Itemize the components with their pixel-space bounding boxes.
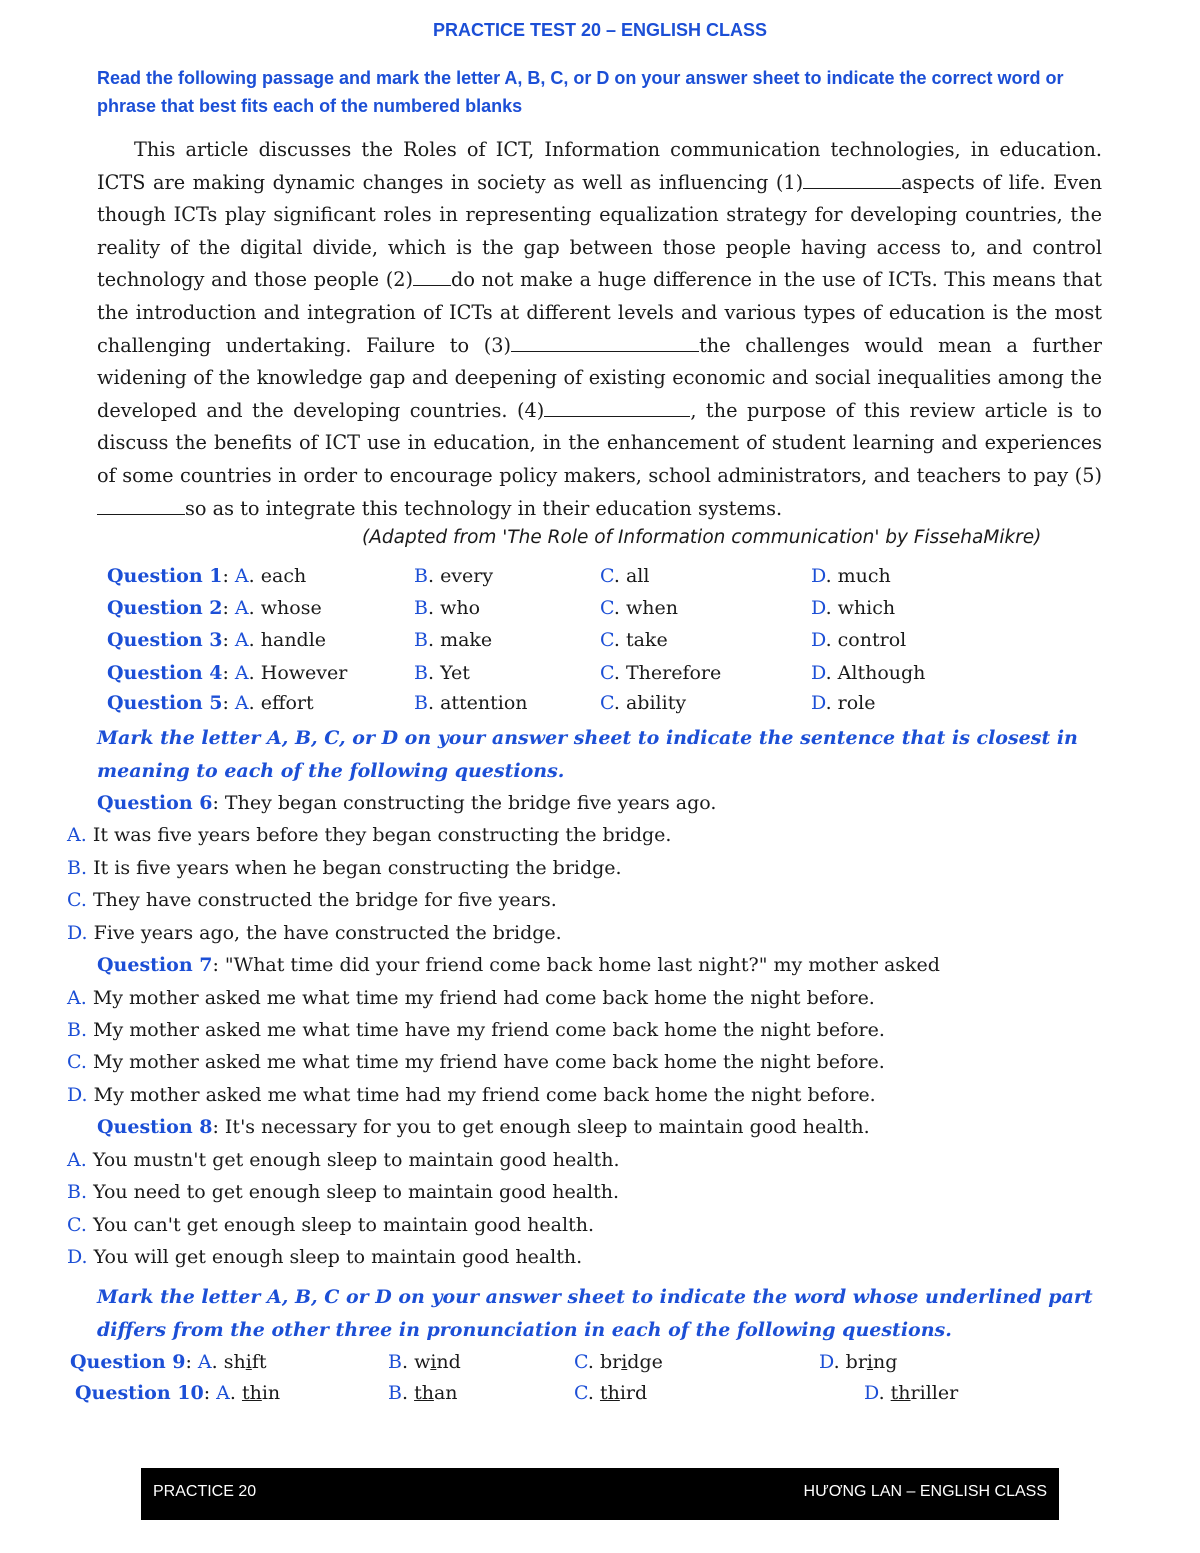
option-d[interactable]: which — [837, 597, 896, 619]
answer-option[interactable]: D. Five years ago, the have constructed the bridge. — [67, 922, 562, 944]
option-d[interactable]: control — [837, 629, 907, 651]
blank-5 — [97, 497, 185, 515]
option-d[interactable]: role — [837, 692, 876, 714]
instructions-line: meaning to each of the following questions. — [97, 760, 565, 782]
option-c[interactable]: all — [625, 565, 650, 587]
page-title: PRACTICE TEST 20 – ENGLISH CLASS — [432, 20, 768, 40]
answer-option[interactable]: C. You can't get enough sleep to maintain good health. — [67, 1214, 594, 1236]
passage-text: aspects of life. Even though ICTs play significant roles in representing equalization strategy for developing countries, the reality of the digital divide, which is the gap between those people having access to, and control technology and those people (2) — [97, 170, 1102, 292]
option-b[interactable]: wind — [414, 1351, 461, 1373]
question-stem: Question 7: "What time did your friend come back home last night?" my mother asked — [97, 954, 940, 976]
option-b[interactable]: every — [440, 565, 494, 587]
question-stem: Question 8: It's necessary for you to get enough sleep to maintain good health. — [97, 1116, 870, 1138]
option-b[interactable]: who — [440, 597, 481, 619]
blank-1 — [803, 171, 901, 189]
question-row: Question 3: A. handle B. make C. take D. control — [107, 629, 907, 651]
answer-option[interactable]: B. My mother asked me what time have my friend come back home the night before. — [67, 1019, 885, 1041]
option-c[interactable]: Therefore — [625, 662, 722, 684]
footer-left: PRACTICE 20 — [153, 1483, 257, 1500]
answer-option[interactable]: D. You will get enough sleep to maintain good health. — [67, 1246, 583, 1268]
option-c[interactable]: take — [625, 629, 668, 651]
blank-3 — [511, 334, 699, 352]
reading-passage — [97, 134, 1102, 525]
answer-option[interactable]: A. You mustn't get enough sleep to maintain good health. — [67, 1149, 620, 1171]
option-d[interactable]: bring — [845, 1351, 898, 1373]
question-label: Question 4 — [107, 662, 223, 684]
passage-text: do not make a huge difference in the use of ICTs. This means that the introduction and integration of ICTs at different levels and various types of education is the most challenging undertaking. Failure to (3) — [97, 268, 1102, 357]
question-label: Question 5 — [107, 692, 223, 714]
option-a[interactable]: each — [260, 565, 307, 587]
instructions-line: Mark the letter A, B, C or D on your answer sheet to indicate the word whose underlined part — [97, 1286, 1093, 1308]
question-label: Question 2 — [107, 597, 223, 619]
passage-source: (Adapted from 'The Role of Information communication' by FissehaMikre) — [362, 527, 1042, 548]
question-label: Question 3 — [107, 629, 223, 651]
section-instructions — [97, 1281, 1097, 1347]
option-a[interactable]: shift — [223, 1351, 267, 1373]
option-c[interactable]: bridge — [599, 1351, 663, 1373]
option-b[interactable]: make — [440, 629, 493, 651]
question-row: Question 1: A. each B. every C. all D. much — [107, 565, 891, 587]
page-footer — [141, 1468, 1059, 1520]
option-d[interactable]: much — [837, 565, 891, 587]
answer-option[interactable]: C. My mother asked me what time my friend have come back home the night before. — [67, 1051, 885, 1073]
answer-option[interactable]: C. They have constructed the bridge for five years. — [67, 889, 557, 911]
instructions-line: differs from the other three in pronunciation in each of the following questions. — [97, 1319, 952, 1341]
section-instructions — [97, 722, 1097, 788]
option-b[interactable]: attention — [440, 692, 528, 714]
question-row: Question 5: A. effort B. attention C. ability D. role — [107, 692, 876, 714]
answer-option[interactable]: B. You need to get enough sleep to maintain good health. — [67, 1181, 620, 1203]
question-label: Question 1 — [107, 565, 223, 587]
blank-2 — [413, 268, 451, 286]
passage-text: This article discusses the Roles of ICT, Information communication technologies, in education. ICTS are making dynamic changes in society as well as influencing (1) — [97, 138, 1102, 194]
passage-text: the challenges would mean a further widening of the knowledge gap and deepening of existing economic and social inequalities among the developed and the developing countries. (4) — [97, 333, 1103, 422]
passage-text: so as to integrate this technology in their education systems. — [185, 496, 783, 520]
instructions-line: Mark the letter A, B, C, or D on your answer sheet to indicate the sentence that is closest in — [97, 727, 1078, 749]
reading-instructions: Read the following passage and mark the letter A, B, C, or D on your answer sheet to indicate the correct word or phrase that best fits each of the numbered blanks — [97, 68, 1064, 116]
option-a[interactable]: effort — [260, 692, 314, 714]
option-c[interactable]: ability — [625, 692, 687, 714]
question-label: Question 10 — [75, 1382, 204, 1404]
question-row: Question 9: A. shift B. wind C. bridge D. bring — [70, 1351, 898, 1373]
option-a[interactable]: thin — [241, 1382, 281, 1404]
question-row: Question 2: A. whose B. who C. when D. which — [107, 597, 896, 619]
answer-option[interactable]: A. My mother asked me what time my friend had come back home the night before. — [67, 987, 875, 1009]
footer-right: HƯƠNG LAN – ENGLISH CLASS — [803, 1483, 1047, 1500]
option-b[interactable]: than — [414, 1382, 458, 1404]
question-row: Question 4: A. However B. Yet C. Therefore D. Although — [107, 662, 926, 684]
answer-option[interactable]: D. My mother asked me what time had my friend come back home the night before. — [67, 1084, 876, 1106]
question-stem: Question 6: They began constructing the bridge five years ago. — [97, 792, 717, 814]
option-b[interactable]: Yet — [440, 662, 470, 684]
option-c[interactable]: when — [625, 597, 678, 619]
option-a[interactable]: whose — [260, 597, 322, 619]
answer-option[interactable]: B. It is five years when he began constructing the bridge. — [67, 857, 622, 879]
option-d[interactable]: Although — [837, 662, 926, 684]
question-label: Question 9 — [70, 1351, 186, 1373]
question-row: Question 10: A. thin B. than C. third D. thriller — [75, 1382, 959, 1404]
option-d[interactable]: thriller — [890, 1382, 959, 1404]
option-a[interactable]: However — [260, 662, 348, 684]
passage-text: , the purpose of this review article is to discuss the benefits of ICT use in education, in the enhancement of student learning and experiences of some countries in order to encourage policy makers, school administrators, and teachers to pay (5) — [97, 398, 1102, 487]
option-c[interactable]: third — [599, 1382, 648, 1404]
answer-option[interactable]: A. It was five years before they began constructing the bridge. — [67, 824, 672, 846]
blank-4 — [544, 399, 690, 417]
option-a[interactable]: handle — [260, 629, 327, 651]
